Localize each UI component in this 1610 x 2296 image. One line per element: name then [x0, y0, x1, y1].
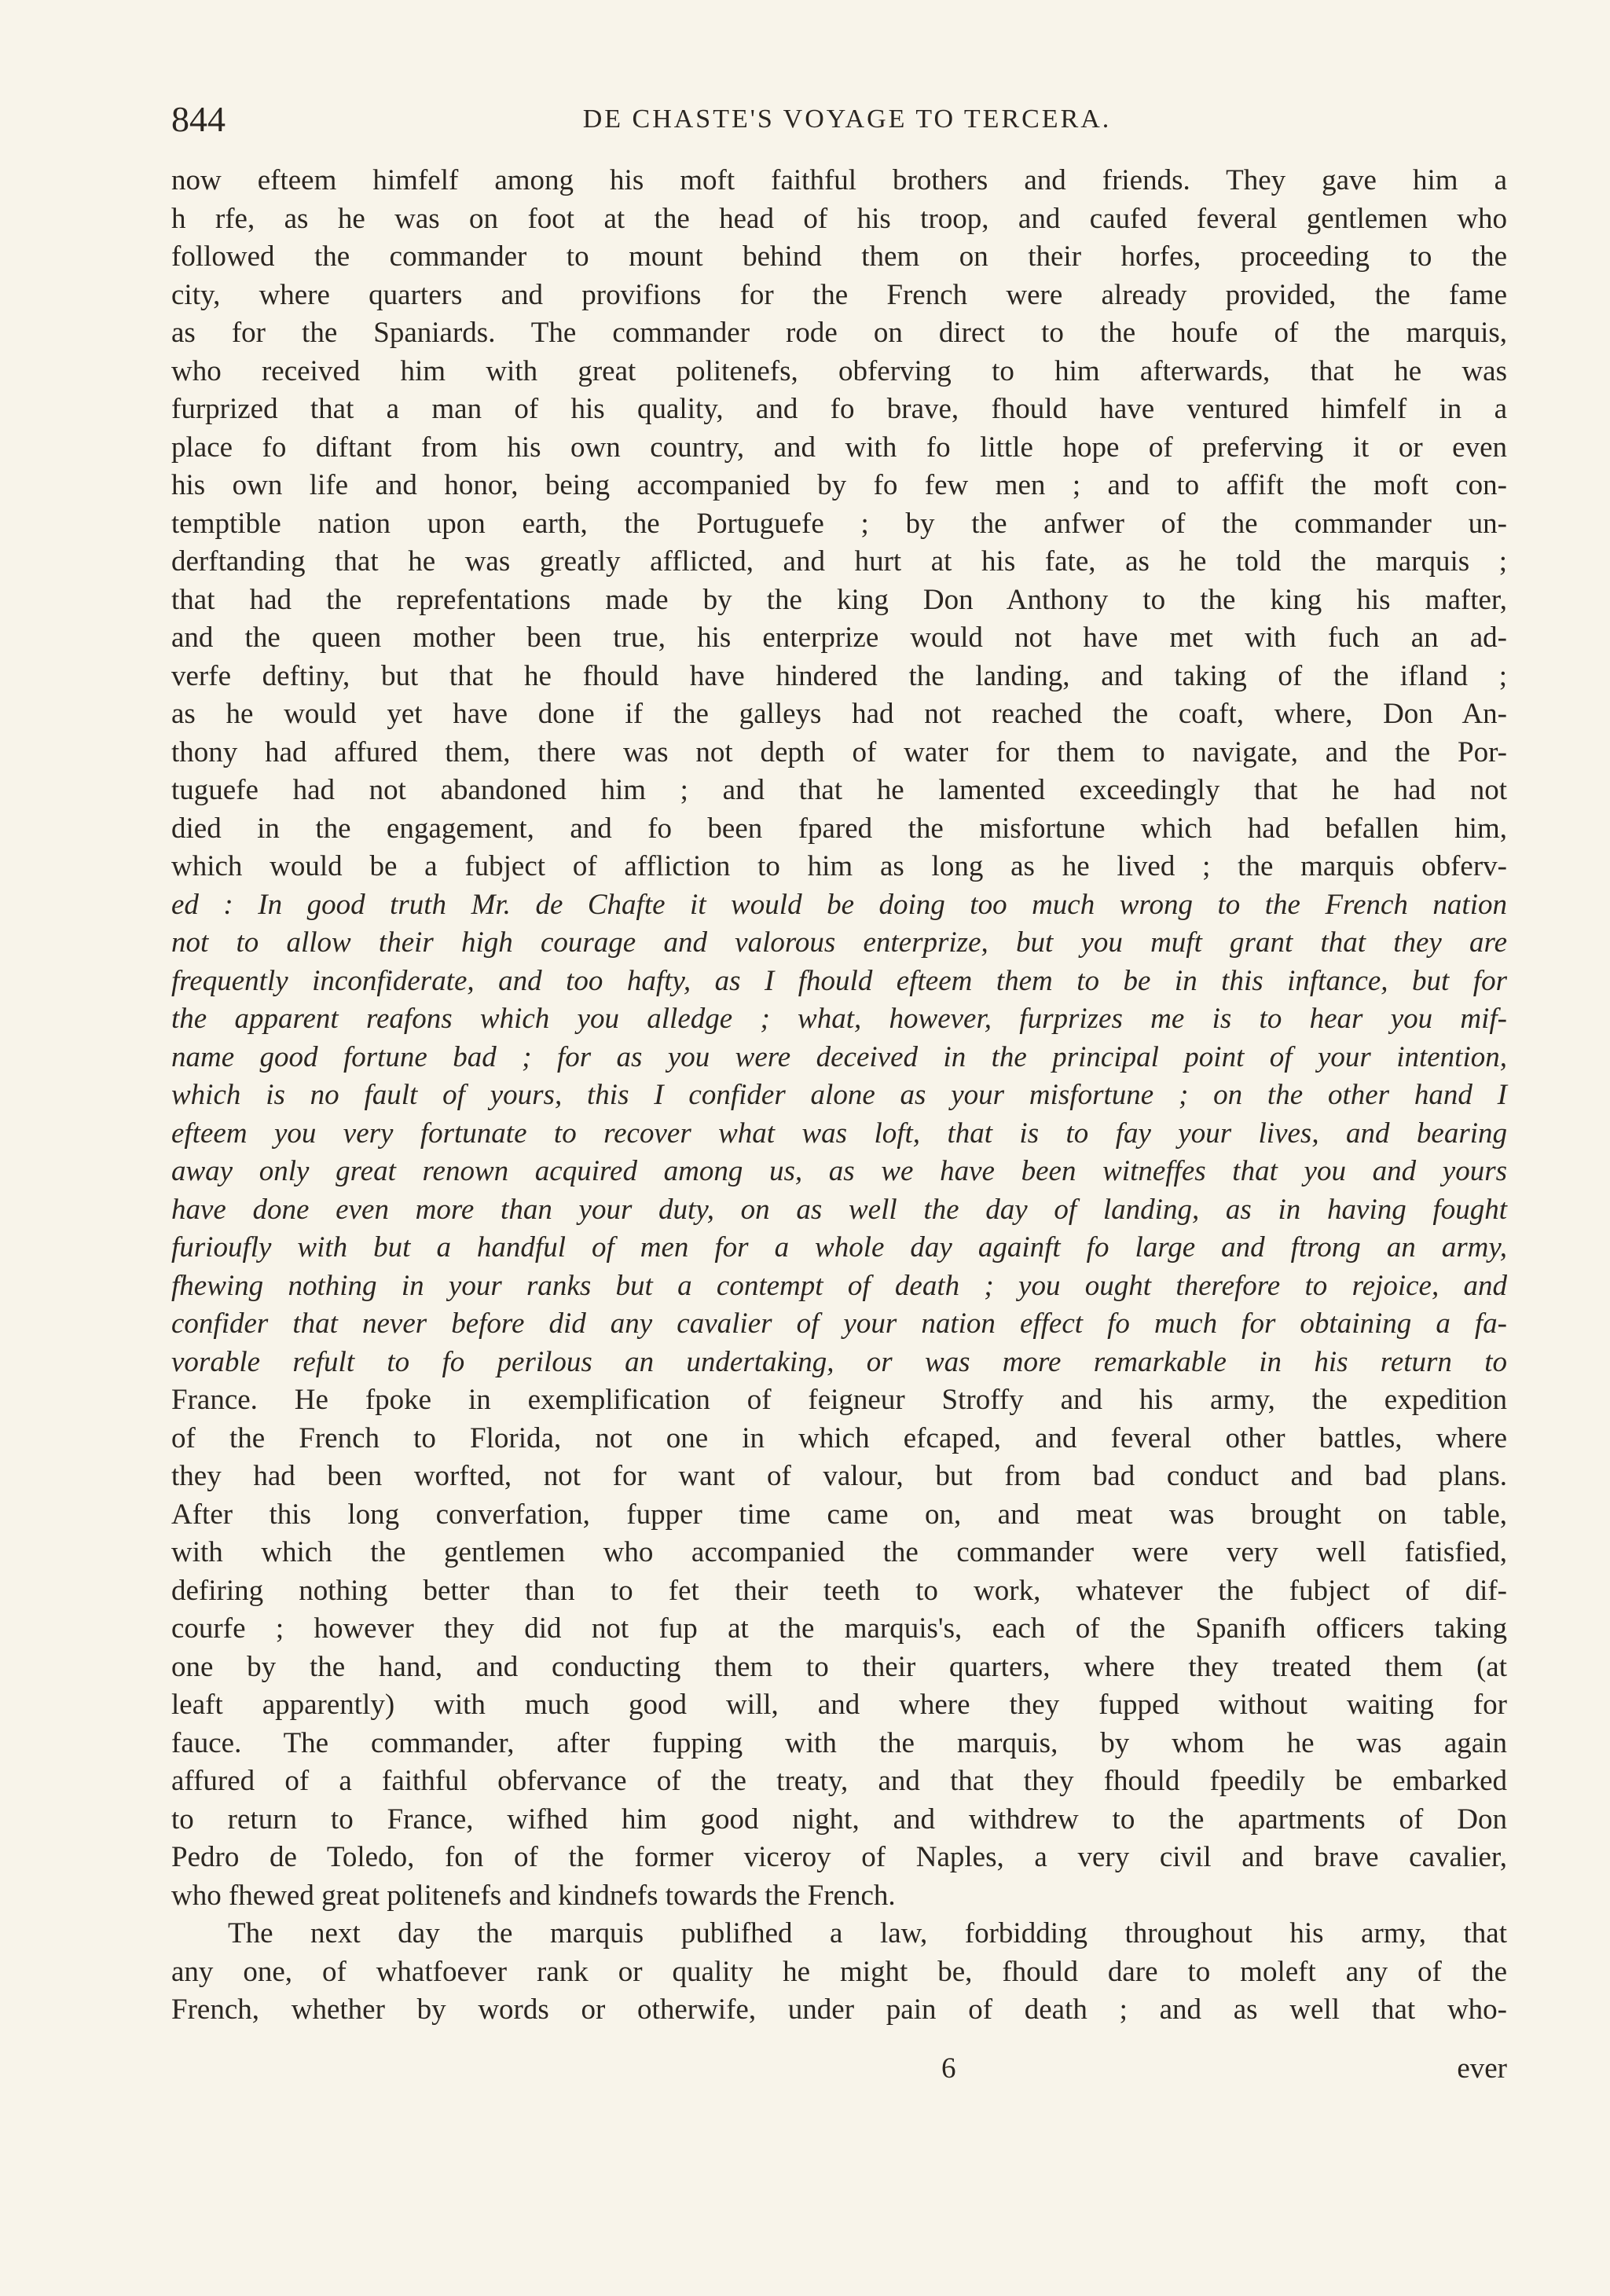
text-line: leaft apparently) with much good will, and where they fupped without waiting for — [171, 1689, 1507, 1721]
text-line: away only great renown acquired among us, as we have been witneffes that you and yours — [171, 1155, 1507, 1187]
page-number: 844 — [171, 99, 226, 139]
text-line: one by the hand, and conducting them to their quarters, where they treated them (at — [171, 1650, 1507, 1683]
text-line: name good fortune bad ; for as you were deceived in the principal point of your intention, — [171, 1040, 1507, 1073]
text-line: vorable refult to fo perilous an undertaking, or was more remarkable in his return to — [171, 1345, 1507, 1378]
text-line: verfe deftiny, but that he fhould have hindered the landing, and taking of the ifland ; — [171, 659, 1507, 692]
text-line: efteem you very fortunate to recover what was loft, that is to fay your lives, and bearing — [171, 1117, 1507, 1150]
text-line: After this long converfation, fupper time came on, and meat was brought on table, — [171, 1498, 1507, 1531]
text-line: derftanding that he was greatly afflicted, and hurt at his fate, as he told the marquis ; — [171, 545, 1507, 578]
text-line: followed the commander to mount behind them on their horfes, proceeding to the — [171, 240, 1507, 273]
text-line: fhewing nothing in your ranks but a contempt of death ; you ought therefore to rejoice, and — [171, 1269, 1507, 1302]
text-line: died in the engagement, and fo been fpared the misfortune which had befallen him, — [171, 812, 1507, 845]
text-line: and the queen mother been true, his enterprize would not have met with fuch an ad- — [171, 622, 1507, 654]
text-line: any one, of whatfoever rank or quality he might be, fhould dare to moleft any of the — [171, 1955, 1507, 1988]
catchword: ever — [1457, 2052, 1507, 2085]
body-text — [171, 162, 1507, 2030]
text-line: city, where quarters and provifions for the French were already provided, the fame — [171, 278, 1507, 311]
text-line: who fhewed great politenefs and kindnefs towards the French. — [171, 1879, 896, 1912]
text-line: furprized that a man of his quality, and fo brave, fhould have ventured himfelf in a — [171, 393, 1507, 425]
text-line: confider that never before did any cavalier of your nation effect fo much for obtaining a fa- — [171, 1308, 1507, 1340]
running-head — [171, 96, 1507, 143]
text-line: which would be a fubject of affliction to him as long as he lived ; the marquis obferv- — [171, 850, 1507, 882]
text-line: thony had affured them, there was not depth of water for them to navigate, and the Por- — [171, 735, 1507, 768]
text-line: which is no fault of yours, this I confider alone as your misfortune ; on the other hand I — [171, 1079, 1507, 1111]
text-line: place fo diftant from his own country, and with fo little hope of preferving it or even — [171, 431, 1507, 464]
text-line: French, whether by words or otherwife, under pain of death ; and as well that who- — [171, 1993, 1507, 2026]
page-footer — [171, 2049, 1507, 2089]
text-line: defiring nothing better than to fet their teeth to work, whatever the fubject of dif- — [171, 1574, 1507, 1607]
text-line: have done even more than your duty, on as well the day of landing, as in having fought — [171, 1193, 1507, 1226]
text-line: they had been worfted, not for want of valour, but from bad conduct and bad plans. — [171, 1460, 1507, 1492]
text-line: affured of a faithful obfervance of the treaty, and that they fhould fpeedily be embarked — [171, 1765, 1507, 1797]
text-line: fauce. The commander, after fupping with the marquis, by whom he was again — [171, 1726, 1507, 1759]
text-line: now efteem himfelf among his moft faithful brothers and friends. They gave him a — [171, 164, 1507, 196]
text-line: Pedro de Toledo, fon of the former viceroy of Naples, a very civil and brave cavalier, — [171, 1841, 1507, 1873]
text-line: tuguefe had not abandoned him ; and that he lamented exceedingly that he had not — [171, 774, 1507, 806]
text-line: who received him with great politenefs, obferving to him afterwards, that he was — [171, 354, 1507, 387]
text-line: frequently inconfiderate, and too hafty, as I fhould efteem them to be in this inftance, but for — [171, 964, 1507, 997]
text-line: with which the gentlemen who accompanied the commander were very well fatisfied, — [171, 1536, 1507, 1568]
signature-mark: 6 — [941, 2052, 956, 2085]
text-line: courfe ; however they did not fup at the marquis's, each of the Spanifh officers taking — [171, 1612, 1507, 1645]
text-line: as for the Spaniards. The commander rode on direct to the houfe of the marquis, — [171, 317, 1507, 349]
text-line: ed : In good truth Mr. de Chafte it would be doing too much wrong to the French nation — [171, 888, 1507, 921]
text-line: furioufly with but a handful of men for a whole day againft fo large and ftrong an army, — [171, 1231, 1507, 1264]
text-line: to return to France, wifhed him good night, and withdrew to the apartments of Don — [171, 1803, 1507, 1836]
running-title: DE CHASTE'S VOYAGE TO TERCERA. — [582, 105, 1112, 134]
text-line: France. He fpoke in exemplification of feigneur Stroffy and his army, the expedition — [171, 1384, 1507, 1416]
text-line: as he would yet have done if the galleys had not reached the coaft, where, Don An- — [171, 698, 1507, 730]
text-line: of the French to Florida, not one in which efcaped, and feveral other battles, where — [171, 1421, 1507, 1454]
text-line: h rfe, as he was on foot at the head of his troop, and caufed feveral gentlemen who — [171, 202, 1507, 235]
text-line: that had the reprefentations made by the king Don Anthony to the king his mafter, — [171, 583, 1507, 616]
text-line: temptible nation upon earth, the Portuguefe ; by the anfwer of the commander un- — [171, 507, 1507, 540]
text-line: The next day the marquis publifhed a law, forbidding throughout his army, that — [228, 1917, 1507, 1949]
text-line: his own life and honor, being accompanied by fo few men ; and to affift the moft con- — [171, 469, 1507, 501]
text-line: the apparent reafons which you alledge ; what, however, furprizes me is to hear you mif- — [171, 1003, 1507, 1035]
text-line: not to allow their high courage and valorous enterprize, but you muft grant that they are — [171, 926, 1507, 959]
